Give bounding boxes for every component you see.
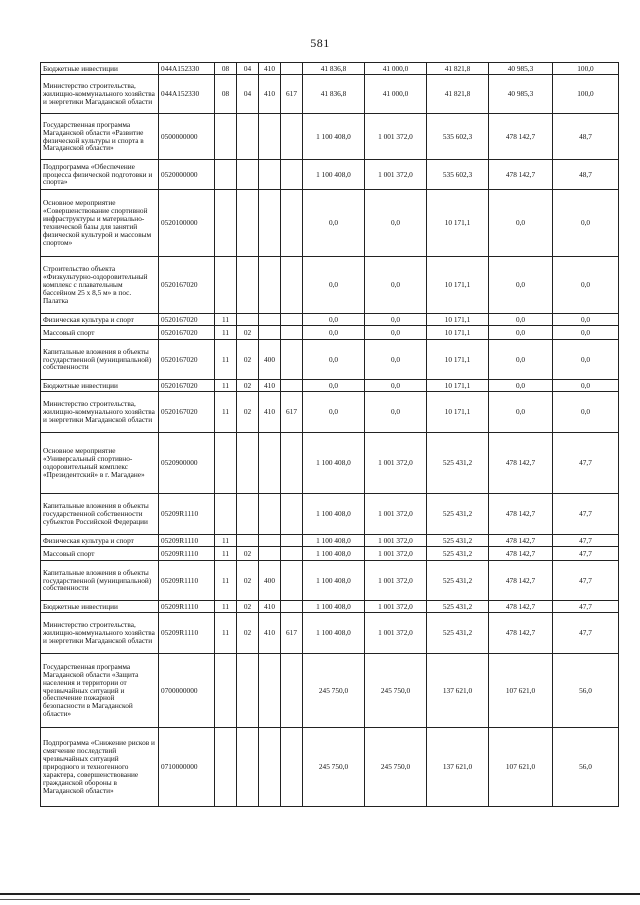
row-value-4: 0,0 <box>489 340 553 380</box>
row-code: 0520167020 <box>159 257 215 314</box>
row-value-2: 1 001 372,0 <box>365 561 427 601</box>
row-value-2: 1 001 372,0 <box>365 547 427 561</box>
row-rz: 11 <box>215 380 237 392</box>
table-row <box>41 257 619 314</box>
row-pr <box>237 114 259 160</box>
row-value-5: 56,0 <box>553 654 619 728</box>
row-value-4: 478 142,7 <box>489 561 553 601</box>
row-value-3: 41 821,8 <box>427 63 489 75</box>
row-value-2: 41 000,0 <box>365 75 427 114</box>
row-value-3: 535 602,3 <box>427 114 489 160</box>
row-name: Министерство строительства, жилищно-коммунального хозяйства и энергетики Магаданской области <box>41 613 159 654</box>
row-name: Министерство строительства, жилищно-коммунального хозяйства и энергетики Магаданской области <box>41 75 159 114</box>
row-name: Массовый спорт <box>41 326 159 340</box>
row-vr <box>259 160 281 190</box>
table-row <box>41 75 619 114</box>
row-value-2: 41 000,0 <box>365 63 427 75</box>
row-grbs: 617 <box>281 75 303 114</box>
table-row <box>41 433 619 494</box>
row-value-5: 0,0 <box>553 380 619 392</box>
row-value-3: 41 821,8 <box>427 75 489 114</box>
row-grbs: 617 <box>281 613 303 654</box>
row-code: 0700000000 <box>159 654 215 728</box>
table-row <box>41 326 619 340</box>
row-vr: 410 <box>259 380 281 392</box>
row-value-1: 1 100 408,0 <box>303 601 365 613</box>
row-value-1: 245 750,0 <box>303 654 365 728</box>
row-value-5: 0,0 <box>553 340 619 380</box>
row-pr <box>237 190 259 257</box>
row-name: Физическая культура и спорт <box>41 314 159 326</box>
row-value-3: 525 431,2 <box>427 561 489 601</box>
row-value-3: 525 431,2 <box>427 494 489 535</box>
row-value-5: 56,0 <box>553 728 619 807</box>
row-value-2: 0,0 <box>365 314 427 326</box>
row-name: Подпрограмма «Снижение рисков и смягчение последствий чрезвычайных ситуаций природного и техногенного характера, совершенствование гражданской обороны в Магаданской области» <box>41 728 159 807</box>
table-row <box>41 314 619 326</box>
row-value-3: 525 431,2 <box>427 547 489 561</box>
table-row <box>41 535 619 547</box>
row-pr: 02 <box>237 561 259 601</box>
row-value-2: 1 001 372,0 <box>365 613 427 654</box>
row-value-2: 1 001 372,0 <box>365 433 427 494</box>
row-name: Государственная программа Магаданской области «Защита населения и территории от чрезвычайных ситуаций и обеспечение пожарной безопасности в Магаданской области» <box>41 654 159 728</box>
row-value-4: 0,0 <box>489 380 553 392</box>
row-vr: 410 <box>259 601 281 613</box>
row-code: 0520167020 <box>159 326 215 340</box>
row-value-4: 0,0 <box>489 190 553 257</box>
row-value-1: 1 100 408,0 <box>303 160 365 190</box>
row-value-5: 48,7 <box>553 114 619 160</box>
row-name: Государственная программа Магаданской области «Развитие физической культуры и спорта в Магаданской области» <box>41 114 159 160</box>
row-value-5: 48,7 <box>553 160 619 190</box>
row-name: Массовый спорт <box>41 547 159 561</box>
row-pr <box>237 433 259 494</box>
row-pr <box>237 728 259 807</box>
row-pr: 02 <box>237 601 259 613</box>
row-value-4: 478 142,7 <box>489 160 553 190</box>
row-name: Бюджетные инвестиции <box>41 601 159 613</box>
row-pr <box>237 535 259 547</box>
row-value-5: 100,0 <box>553 75 619 114</box>
row-rz: 11 <box>215 340 237 380</box>
row-value-1: 245 750,0 <box>303 728 365 807</box>
row-value-4: 40 985,3 <box>489 63 553 75</box>
row-value-2: 0,0 <box>365 380 427 392</box>
row-rz: 08 <box>215 63 237 75</box>
row-pr: 02 <box>237 380 259 392</box>
table-row <box>41 494 619 535</box>
table-row <box>41 114 619 160</box>
row-rz: 11 <box>215 535 237 547</box>
row-pr <box>237 314 259 326</box>
row-value-1: 0,0 <box>303 257 365 314</box>
row-vr <box>259 654 281 728</box>
row-value-1: 41 836,8 <box>303 63 365 75</box>
row-grbs <box>281 114 303 160</box>
row-value-5: 47,7 <box>553 561 619 601</box>
table-row <box>41 392 619 433</box>
row-name: Капитальные вложения в объекты государственной собственности субъектов Российской Федерации <box>41 494 159 535</box>
row-rz: 11 <box>215 326 237 340</box>
row-pr <box>237 257 259 314</box>
row-pr: 02 <box>237 326 259 340</box>
row-code: 0520100000 <box>159 190 215 257</box>
row-name: Капитальные вложения в объекты государственной (муниципальной) собственности <box>41 340 159 380</box>
row-grbs <box>281 314 303 326</box>
row-vr <box>259 494 281 535</box>
row-value-1: 0,0 <box>303 326 365 340</box>
row-value-4: 0,0 <box>489 392 553 433</box>
row-value-1: 41 836,8 <box>303 75 365 114</box>
row-code: 0520167020 <box>159 380 215 392</box>
row-value-4: 40 985,3 <box>489 75 553 114</box>
row-pr: 02 <box>237 340 259 380</box>
row-code: 0520900000 <box>159 433 215 494</box>
row-vr: 400 <box>259 561 281 601</box>
row-grbs <box>281 160 303 190</box>
row-vr: 410 <box>259 75 281 114</box>
row-vr <box>259 535 281 547</box>
row-vr <box>259 326 281 340</box>
row-code: 05209R1110 <box>159 561 215 601</box>
row-vr <box>259 114 281 160</box>
row-value-2: 0,0 <box>365 340 427 380</box>
row-name: Подпрограмма «Обеспечение процесса физической подготовки и спорта» <box>41 160 159 190</box>
row-value-5: 0,0 <box>553 314 619 326</box>
row-value-3: 525 431,2 <box>427 535 489 547</box>
row-rz <box>215 160 237 190</box>
row-grbs <box>281 257 303 314</box>
table-row <box>41 190 619 257</box>
footer-rule-short <box>0 899 250 900</box>
row-rz: 08 <box>215 75 237 114</box>
row-grbs <box>281 601 303 613</box>
row-code: 044A152330 <box>159 75 215 114</box>
row-code: 05209R1110 <box>159 547 215 561</box>
row-value-5: 47,7 <box>553 535 619 547</box>
row-grbs: 617 <box>281 392 303 433</box>
row-value-2: 1 001 372,0 <box>365 114 427 160</box>
table-row <box>41 601 619 613</box>
row-code: 0500000000 <box>159 114 215 160</box>
row-grbs <box>281 63 303 75</box>
row-name: Строительство объекта «Физкультурно-оздоровительный комплекс с плавательным бассейном 25 х 8,5 м» в пос. Палатка <box>41 257 159 314</box>
row-value-5: 100,0 <box>553 63 619 75</box>
row-code: 05209R1110 <box>159 535 215 547</box>
row-value-4: 478 142,7 <box>489 547 553 561</box>
row-grbs <box>281 433 303 494</box>
row-value-3: 10 171,1 <box>427 340 489 380</box>
row-vr: 410 <box>259 63 281 75</box>
row-value-1: 1 100 408,0 <box>303 114 365 160</box>
row-value-3: 10 171,1 <box>427 190 489 257</box>
row-value-2: 245 750,0 <box>365 728 427 807</box>
footer-rule <box>0 893 640 895</box>
row-name: Министерство строительства, жилищно-коммунального хозяйства и энергетики Магаданской области <box>41 392 159 433</box>
table-row <box>41 613 619 654</box>
row-value-1: 1 100 408,0 <box>303 433 365 494</box>
row-value-2: 1 001 372,0 <box>365 494 427 535</box>
row-value-1: 1 100 408,0 <box>303 494 365 535</box>
row-value-4: 107 621,0 <box>489 654 553 728</box>
row-value-3: 137 621,0 <box>427 728 489 807</box>
row-grbs <box>281 380 303 392</box>
row-value-3: 137 621,0 <box>427 654 489 728</box>
row-value-2: 245 750,0 <box>365 654 427 728</box>
row-grbs <box>281 547 303 561</box>
row-value-4: 0,0 <box>489 326 553 340</box>
row-pr <box>237 654 259 728</box>
table-row <box>41 728 619 807</box>
row-grbs <box>281 340 303 380</box>
row-code: 044A152330 <box>159 63 215 75</box>
row-rz <box>215 654 237 728</box>
row-grbs <box>281 728 303 807</box>
row-code: 05209R1110 <box>159 601 215 613</box>
row-name: Бюджетные инвестиции <box>41 380 159 392</box>
table-row <box>41 654 619 728</box>
table-body <box>41 63 619 807</box>
row-grbs <box>281 190 303 257</box>
row-value-3: 525 431,2 <box>427 433 489 494</box>
row-grbs <box>281 494 303 535</box>
row-value-1: 0,0 <box>303 190 365 257</box>
row-value-1: 1 100 408,0 <box>303 547 365 561</box>
row-value-1: 0,0 <box>303 380 365 392</box>
row-vr: 400 <box>259 340 281 380</box>
row-value-1: 0,0 <box>303 314 365 326</box>
row-vr <box>259 547 281 561</box>
row-value-1: 0,0 <box>303 340 365 380</box>
row-code: 05209R1110 <box>159 494 215 535</box>
row-value-1: 1 100 408,0 <box>303 613 365 654</box>
table-row <box>41 380 619 392</box>
row-grbs <box>281 535 303 547</box>
row-rz: 11 <box>215 561 237 601</box>
row-name: Бюджетные инвестиции <box>41 63 159 75</box>
row-value-1: 1 100 408,0 <box>303 535 365 547</box>
row-name: Основное мероприятие «Универсальный спортивно-оздоровительный комплекс «Президентский» в г. Магадане» <box>41 433 159 494</box>
row-value-2: 1 001 372,0 <box>365 535 427 547</box>
row-value-4: 478 142,7 <box>489 601 553 613</box>
row-value-3: 10 171,1 <box>427 314 489 326</box>
row-value-4: 0,0 <box>489 257 553 314</box>
row-rz <box>215 114 237 160</box>
row-vr <box>259 257 281 314</box>
row-value-5: 0,0 <box>553 326 619 340</box>
row-value-5: 47,7 <box>553 601 619 613</box>
row-value-2: 0,0 <box>365 326 427 340</box>
row-value-3: 10 171,1 <box>427 392 489 433</box>
row-value-5: 47,7 <box>553 494 619 535</box>
row-vr <box>259 190 281 257</box>
row-vr: 410 <box>259 392 281 433</box>
row-value-5: 0,0 <box>553 190 619 257</box>
row-value-4: 0,0 <box>489 314 553 326</box>
row-value-4: 478 142,7 <box>489 433 553 494</box>
row-pr: 04 <box>237 75 259 114</box>
row-code: 0710000000 <box>159 728 215 807</box>
row-value-3: 10 171,1 <box>427 257 489 314</box>
row-vr <box>259 728 281 807</box>
row-value-4: 478 142,7 <box>489 535 553 547</box>
row-name: Физическая культура и спорт <box>41 535 159 547</box>
row-grbs <box>281 326 303 340</box>
row-code: 0520000000 <box>159 160 215 190</box>
row-value-5: 47,7 <box>553 613 619 654</box>
row-value-2: 0,0 <box>365 392 427 433</box>
row-code: 0520167020 <box>159 340 215 380</box>
row-value-2: 1 001 372,0 <box>365 601 427 613</box>
row-rz: 11 <box>215 601 237 613</box>
row-value-4: 107 621,0 <box>489 728 553 807</box>
row-rz <box>215 728 237 807</box>
row-value-4: 478 142,7 <box>489 114 553 160</box>
row-pr: 02 <box>237 547 259 561</box>
row-rz: 11 <box>215 314 237 326</box>
row-name: Основное мероприятие «Совершенствование спортивной инфраструктуры и материально-технической базы для занятий физической культурой и массовым спортом» <box>41 190 159 257</box>
row-rz: 11 <box>215 613 237 654</box>
row-value-5: 47,7 <box>553 547 619 561</box>
row-rz <box>215 257 237 314</box>
row-value-1: 1 100 408,0 <box>303 561 365 601</box>
row-value-2: 1 001 372,0 <box>365 160 427 190</box>
row-value-5: 0,0 <box>553 392 619 433</box>
row-value-2: 0,0 <box>365 257 427 314</box>
row-value-2: 0,0 <box>365 190 427 257</box>
row-value-5: 0,0 <box>553 257 619 314</box>
row-value-4: 478 142,7 <box>489 494 553 535</box>
row-pr <box>237 160 259 190</box>
row-value-3: 525 431,2 <box>427 601 489 613</box>
row-name: Капитальные вложения в объекты государственной (муниципальной) собственности <box>41 561 159 601</box>
row-value-5: 47,7 <box>553 433 619 494</box>
row-rz <box>215 190 237 257</box>
row-code: 05209R1110 <box>159 613 215 654</box>
table-row <box>41 340 619 380</box>
row-value-3: 10 171,1 <box>427 380 489 392</box>
row-grbs <box>281 654 303 728</box>
row-value-3: 535 602,3 <box>427 160 489 190</box>
row-code: 0520167020 <box>159 392 215 433</box>
row-pr: 02 <box>237 613 259 654</box>
row-pr: 02 <box>237 392 259 433</box>
row-pr: 04 <box>237 63 259 75</box>
row-code: 0520167020 <box>159 314 215 326</box>
page-number: 581 <box>310 36 330 50</box>
row-rz <box>215 433 237 494</box>
row-value-1: 0,0 <box>303 392 365 433</box>
row-value-3: 525 431,2 <box>427 613 489 654</box>
table-row <box>41 160 619 190</box>
row-vr <box>259 433 281 494</box>
row-value-4: 478 142,7 <box>489 613 553 654</box>
row-rz: 11 <box>215 547 237 561</box>
table-row <box>41 63 619 75</box>
row-grbs <box>281 561 303 601</box>
row-value-3: 10 171,1 <box>427 326 489 340</box>
row-pr <box>237 494 259 535</box>
budget-table <box>40 62 619 807</box>
table-row <box>41 561 619 601</box>
row-vr <box>259 314 281 326</box>
row-vr: 410 <box>259 613 281 654</box>
table-row <box>41 547 619 561</box>
row-rz: 11 <box>215 392 237 433</box>
row-rz <box>215 494 237 535</box>
